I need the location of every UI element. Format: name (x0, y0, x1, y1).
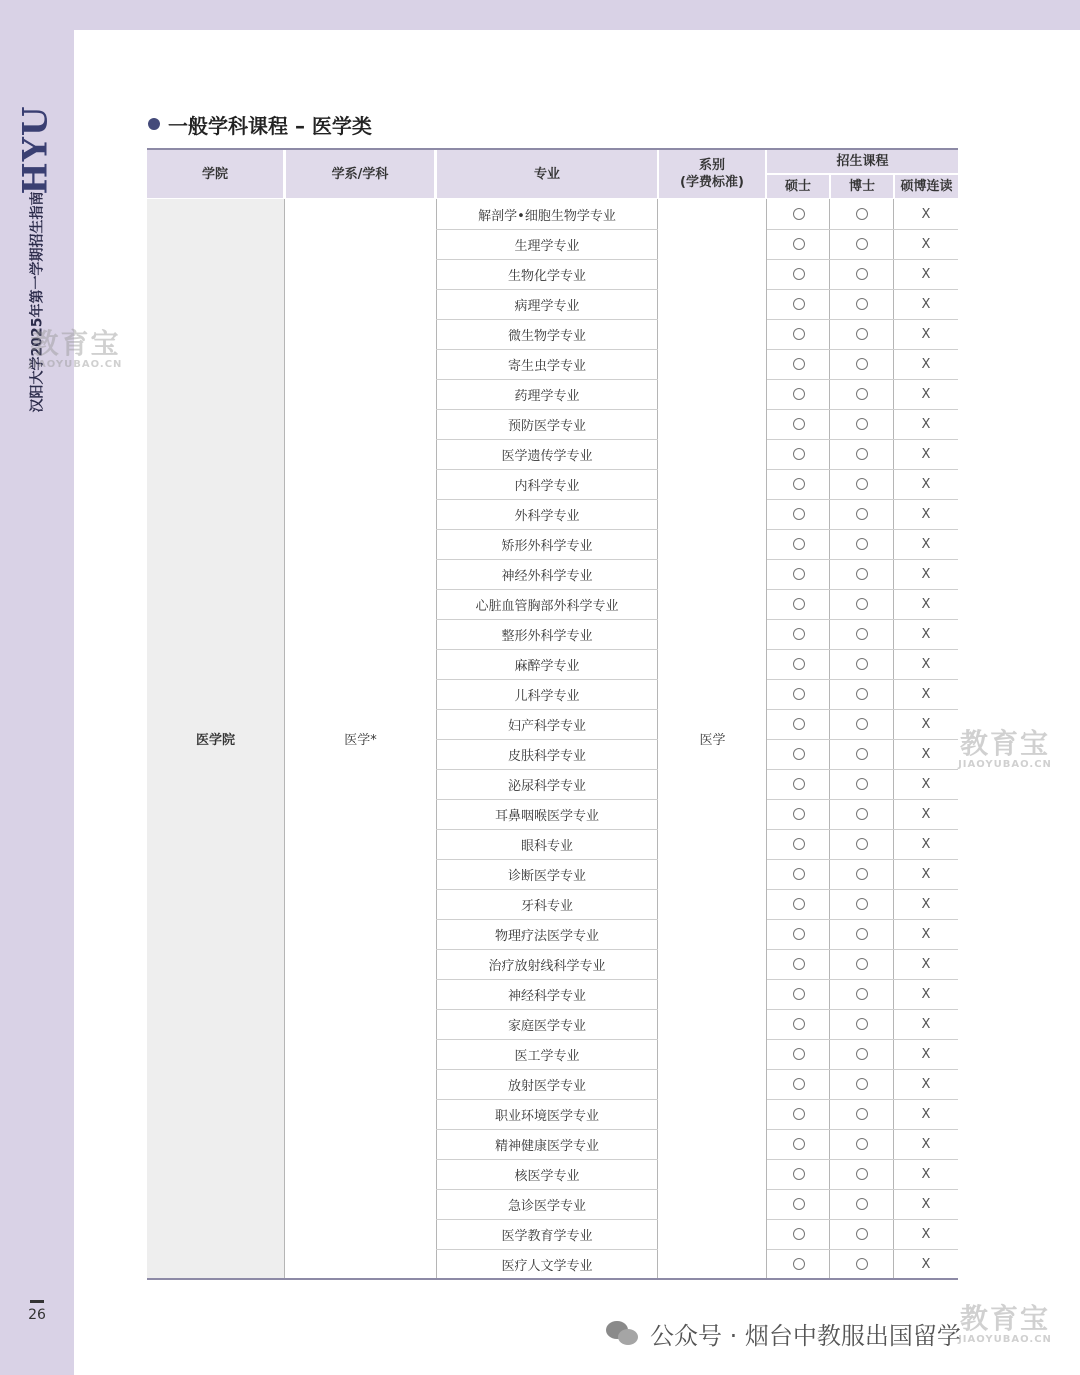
mark-master (767, 379, 831, 410)
circle-mark-icon (793, 1138, 805, 1150)
circle-mark-icon (793, 1228, 805, 1240)
mark-doctor (830, 439, 894, 470)
college-cell: 医学院 (147, 199, 284, 1278)
x-mark: X (921, 476, 931, 492)
circle-mark-icon (793, 868, 805, 880)
circle-mark-icon (856, 988, 868, 1000)
mark-combined (894, 259, 958, 290)
mark-doctor (830, 919, 894, 950)
mark-master (767, 319, 831, 350)
table-row-major: 病理学专业 (436, 289, 658, 320)
mark-master (767, 979, 831, 1010)
mark-combined (894, 949, 958, 980)
mark-master (767, 499, 831, 530)
circle-mark-icon (793, 838, 805, 850)
sidebar (0, 0, 74, 1375)
circle-mark-icon (793, 208, 805, 220)
mark-master (767, 259, 831, 290)
mark-combined (894, 439, 958, 470)
circle-mark-icon (856, 958, 868, 970)
mark-combined (894, 409, 958, 440)
mark-master (767, 559, 831, 590)
mark-combined (894, 1069, 958, 1100)
mark-combined (894, 1219, 958, 1250)
header-category-line2: (学费标准) (680, 175, 744, 190)
mark-combined (894, 1099, 958, 1130)
table-row-major: 麻醉学专业 (436, 649, 658, 680)
mark-combined (894, 769, 958, 800)
table-row-major: 医疗人文学专业 (436, 1249, 658, 1280)
mark-combined (894, 889, 958, 920)
watermark-text: 教育宝 (959, 727, 1050, 760)
circle-mark-icon (793, 448, 805, 460)
mark-combined (894, 1039, 958, 1070)
x-mark: X (921, 836, 931, 852)
page-number: 26 (28, 1307, 46, 1323)
page-number-bar (30, 1300, 44, 1303)
circle-mark-icon (793, 298, 805, 310)
x-mark: X (921, 446, 931, 462)
mark-doctor (830, 589, 894, 620)
table-row-major: 精神健康医学专业 (436, 1129, 658, 1160)
circle-mark-icon (856, 1228, 868, 1240)
mark-combined (894, 1189, 958, 1220)
mark-combined (894, 859, 958, 890)
table-row-major: 家庭医学专业 (436, 1009, 658, 1040)
table-row-major: 神经科学专业 (436, 979, 658, 1010)
x-mark: X (921, 716, 931, 732)
top-strip (74, 0, 1080, 30)
mark-doctor (830, 1099, 894, 1130)
table-row-major: 预防医学专业 (436, 409, 658, 440)
mark-master (767, 709, 831, 740)
watermark-text: 教育宝 (959, 1302, 1050, 1335)
circle-mark-icon (856, 418, 868, 430)
mark-master (767, 1189, 831, 1220)
table-row-major: 核医学专业 (436, 1159, 658, 1190)
circle-mark-icon (856, 388, 868, 400)
circle-mark-icon (793, 538, 805, 550)
mark-combined (894, 349, 958, 380)
mark-master (767, 289, 831, 320)
mark-doctor (830, 679, 894, 710)
mark-doctor (830, 709, 894, 740)
header-department: 学系/学科 (286, 150, 434, 198)
table-row-major: 心脏血管胸部外科学专业 (436, 589, 658, 620)
mark-doctor (830, 949, 894, 980)
circle-mark-icon (793, 328, 805, 340)
table-row-major: 放射医学专业 (436, 1069, 658, 1100)
x-mark: X (921, 416, 931, 432)
x-mark: X (921, 1016, 931, 1032)
x-mark: X (921, 356, 931, 372)
x-mark: X (921, 746, 931, 762)
mark-doctor (830, 289, 894, 320)
circle-mark-icon (856, 778, 868, 790)
x-mark: X (921, 1256, 931, 1272)
table-row-major: 皮肤科学专业 (436, 739, 658, 770)
x-mark: X (921, 626, 931, 642)
mark-combined (894, 289, 958, 320)
x-mark: X (921, 566, 931, 582)
mark-doctor (830, 1159, 894, 1190)
table-row-major: 眼科专业 (436, 829, 658, 860)
table-row-major: 诊断医学专业 (436, 859, 658, 890)
col-divider (284, 199, 285, 1278)
watermark (18, 327, 133, 370)
mark-doctor (830, 379, 894, 410)
x-mark: X (921, 596, 931, 612)
header-doctor: 博士 (831, 175, 893, 198)
mark-master (767, 1009, 831, 1040)
mark-doctor (830, 319, 894, 350)
guide-title-text: 汉阳大学2025年第一学期招生指南 (29, 191, 45, 413)
circle-mark-icon (856, 658, 868, 670)
mark-master (767, 919, 831, 950)
circle-mark-icon (793, 1258, 805, 1270)
circle-mark-icon (856, 598, 868, 610)
circle-mark-icon (793, 1108, 805, 1120)
mark-master (767, 1099, 831, 1130)
header-master: 硕士 (767, 175, 829, 198)
circle-mark-icon (793, 268, 805, 280)
circle-mark-icon (793, 1198, 805, 1210)
table-row-major: 泌尿科学专业 (436, 769, 658, 800)
mark-master (767, 1039, 831, 1070)
circle-mark-icon (793, 808, 805, 820)
x-mark: X (921, 956, 931, 972)
mark-doctor (830, 1189, 894, 1220)
circle-mark-icon (793, 238, 805, 250)
table-row-major: 医学遗传学专业 (436, 439, 658, 470)
mark-master (767, 859, 831, 890)
table-row-major: 生理学专业 (436, 229, 658, 260)
table-row-major: 解剖学•细胞生物学专业 (436, 199, 658, 230)
circle-mark-icon (856, 238, 868, 250)
x-mark: X (921, 1046, 931, 1062)
mark-combined (894, 979, 958, 1010)
circle-mark-icon (793, 388, 805, 400)
mark-combined (894, 919, 958, 950)
mark-master (767, 589, 831, 620)
x-mark: X (921, 506, 931, 522)
mark-doctor (830, 559, 894, 590)
mark-doctor (830, 979, 894, 1010)
mark-combined (894, 229, 958, 260)
circle-mark-icon (793, 898, 805, 910)
circle-mark-icon (856, 1108, 868, 1120)
mark-combined (894, 589, 958, 620)
circle-mark-icon (793, 478, 805, 490)
table-row-major: 牙科专业 (436, 889, 658, 920)
circle-mark-icon (856, 748, 868, 760)
circle-mark-icon (856, 328, 868, 340)
circle-mark-icon (856, 208, 868, 220)
mark-combined (894, 649, 958, 680)
table-row-major: 职业环境医学专业 (436, 1099, 658, 1130)
circle-mark-icon (793, 928, 805, 940)
mark-doctor (830, 1009, 894, 1040)
circle-mark-icon (793, 358, 805, 370)
mark-combined (894, 1159, 958, 1190)
header-category-line1: 系别 (698, 158, 725, 173)
table-row-major: 寄生虫学专业 (436, 349, 658, 380)
x-mark: X (921, 986, 931, 1002)
mark-doctor (830, 199, 894, 230)
mark-combined (894, 199, 958, 230)
section-title-text: 一般学科课程 – 医学类 (168, 113, 372, 138)
mark-combined (894, 379, 958, 410)
mark-doctor (830, 799, 894, 830)
circle-mark-icon (856, 298, 868, 310)
mark-doctor (830, 1069, 894, 1100)
watermark-subtext: JIAOYUBAO.CN (958, 759, 1052, 770)
program-table (147, 148, 958, 1281)
watermark-subtext: JIAOYUBAO.CN (28, 359, 123, 370)
mark-doctor (830, 349, 894, 380)
circle-mark-icon (793, 658, 805, 670)
mark-doctor (830, 499, 894, 530)
circle-mark-icon (856, 628, 868, 640)
circle-mark-icon (856, 898, 868, 910)
circle-mark-icon (856, 928, 868, 940)
watermark (946, 727, 1064, 770)
brand-text: HYU (16, 105, 57, 195)
guide-title (4, 190, 68, 414)
x-mark: X (921, 866, 931, 882)
mark-doctor (830, 469, 894, 500)
circle-mark-icon (793, 1078, 805, 1090)
mark-master (767, 799, 831, 830)
mark-master (767, 769, 831, 800)
mark-doctor (830, 259, 894, 290)
mark-combined (894, 679, 958, 710)
mark-master (767, 529, 831, 560)
mark-doctor (830, 1249, 894, 1280)
circle-mark-icon (793, 1018, 805, 1030)
x-mark: X (921, 896, 931, 912)
table-row-major: 耳鼻咽喉医学专业 (436, 799, 658, 830)
circle-mark-icon (856, 808, 868, 820)
table-row-major: 妇产科学专业 (436, 709, 658, 740)
mark-combined (894, 529, 958, 560)
circle-mark-icon (793, 418, 805, 430)
x-mark: X (921, 1106, 931, 1122)
mark-master (767, 649, 831, 680)
circle-mark-icon (856, 1078, 868, 1090)
header-combined: 硕博连读 (895, 175, 958, 198)
circle-mark-icon (856, 1018, 868, 1030)
mark-master (767, 1129, 831, 1160)
circle-mark-icon (793, 958, 805, 970)
section-title (148, 110, 372, 138)
table-row-major: 儿科学专业 (436, 679, 658, 710)
department-cell: 医学* (344, 733, 377, 748)
circle-mark-icon (856, 268, 868, 280)
mark-master (767, 469, 831, 500)
mark-combined (894, 1009, 958, 1040)
mark-doctor (830, 409, 894, 440)
table-bottom-rule (147, 1278, 958, 1280)
circle-mark-icon (856, 568, 868, 580)
mark-doctor (830, 529, 894, 560)
watermark (946, 1302, 1064, 1345)
mark-combined (894, 799, 958, 830)
x-mark: X (921, 236, 931, 252)
table-row-major: 生物化学专业 (436, 259, 658, 290)
mark-doctor (830, 1039, 894, 1070)
circle-mark-icon (793, 1048, 805, 1060)
x-mark: X (921, 1136, 931, 1152)
mark-doctor (830, 1219, 894, 1250)
circle-mark-icon (793, 508, 805, 520)
x-mark: X (921, 656, 931, 672)
mark-master (767, 619, 831, 650)
circle-mark-icon (793, 1168, 805, 1180)
x-mark: X (921, 266, 931, 282)
circle-mark-icon (856, 448, 868, 460)
circle-mark-icon (856, 1258, 868, 1270)
circle-mark-icon (856, 868, 868, 880)
category-cell: 医学 (699, 733, 726, 748)
circle-mark-icon (856, 478, 868, 490)
wechat-footer[interactable] (606, 1315, 961, 1351)
mark-master (767, 199, 831, 230)
x-mark: X (921, 1226, 931, 1242)
mark-combined (894, 1249, 958, 1280)
mark-combined (894, 469, 958, 500)
circle-mark-icon (793, 778, 805, 790)
circle-mark-icon (793, 718, 805, 730)
mark-master (767, 949, 831, 980)
header-programs: 招生课程 (767, 150, 958, 173)
mark-doctor (830, 829, 894, 860)
bullet-dot-icon (148, 118, 160, 130)
wechat-account-label: 公众号 · 烟台中教服出国留学 (650, 1321, 961, 1350)
mark-combined (894, 319, 958, 350)
mark-master (767, 409, 831, 440)
table-row-major: 神经外科学专业 (436, 559, 658, 590)
table-row-major: 医工学专业 (436, 1039, 658, 1070)
brand-logo (14, 105, 58, 195)
table-row-major: 外科学专业 (436, 499, 658, 530)
mark-master (767, 889, 831, 920)
mark-master (767, 1159, 831, 1190)
mark-combined (894, 499, 958, 530)
watermark-subtext: JIAOYUBAO.CN (958, 1334, 1052, 1345)
mark-combined (894, 829, 958, 860)
mark-master (767, 1219, 831, 1250)
x-mark: X (921, 386, 931, 402)
circle-mark-icon (856, 508, 868, 520)
mark-doctor (830, 889, 894, 920)
header-major: 专业 (437, 150, 657, 198)
circle-mark-icon (793, 988, 805, 1000)
circle-mark-icon (793, 688, 805, 700)
table-row-major: 急诊医学专业 (436, 1189, 658, 1220)
mark-doctor (830, 769, 894, 800)
x-mark: X (921, 686, 931, 702)
circle-mark-icon (856, 358, 868, 370)
circle-mark-icon (793, 628, 805, 640)
mark-master (767, 229, 831, 260)
table-row-major: 整形外科学专业 (436, 619, 658, 650)
x-mark: X (921, 536, 931, 552)
mark-master (767, 1249, 831, 1280)
table-row-major: 药理学专业 (436, 379, 658, 410)
x-mark: X (921, 926, 931, 942)
mark-master (767, 739, 831, 770)
x-mark: X (921, 776, 931, 792)
x-mark: X (921, 296, 931, 312)
circle-mark-icon (856, 1198, 868, 1210)
mark-doctor (830, 1129, 894, 1160)
mark-doctor (830, 649, 894, 680)
circle-mark-icon (793, 598, 805, 610)
x-mark: X (921, 1196, 931, 1212)
circle-mark-icon (793, 568, 805, 580)
table-row-major: 医学教育学专业 (436, 1219, 658, 1250)
table-row-major: 矫形外科学专业 (436, 529, 658, 560)
x-mark: X (921, 206, 931, 222)
table-rows (436, 199, 958, 1278)
circle-mark-icon (856, 538, 868, 550)
mark-doctor (830, 739, 894, 770)
watermark-text: 教育宝 (30, 327, 121, 360)
mark-master (767, 349, 831, 380)
circle-mark-icon (856, 1168, 868, 1180)
table-top-rule (147, 148, 958, 150)
header-category (659, 150, 765, 198)
table-row-major: 治疗放射线科学专业 (436, 949, 658, 980)
mark-master (767, 439, 831, 470)
x-mark: X (921, 326, 931, 342)
mark-doctor (830, 619, 894, 650)
mark-master (767, 1069, 831, 1100)
circle-mark-icon (856, 1138, 868, 1150)
mark-master (767, 829, 831, 860)
header-college: 学院 (147, 150, 283, 198)
table-row-major: 微生物学专业 (436, 319, 658, 350)
mark-combined (894, 1129, 958, 1160)
table-row-major: 内科学专业 (436, 469, 658, 500)
circle-mark-icon (856, 688, 868, 700)
mark-doctor (830, 229, 894, 260)
mark-combined (894, 619, 958, 650)
mark-combined (894, 559, 958, 590)
x-mark: X (921, 1166, 931, 1182)
circle-mark-icon (856, 718, 868, 730)
x-mark: X (921, 806, 931, 822)
circle-mark-icon (793, 748, 805, 760)
mark-master (767, 679, 831, 710)
mark-doctor (830, 859, 894, 890)
table-row-major: 物理疗法医学专业 (436, 919, 658, 950)
x-mark: X (921, 1076, 931, 1092)
circle-mark-icon (856, 1048, 868, 1060)
circle-mark-icon (856, 838, 868, 850)
wechat-icon (606, 1319, 640, 1347)
